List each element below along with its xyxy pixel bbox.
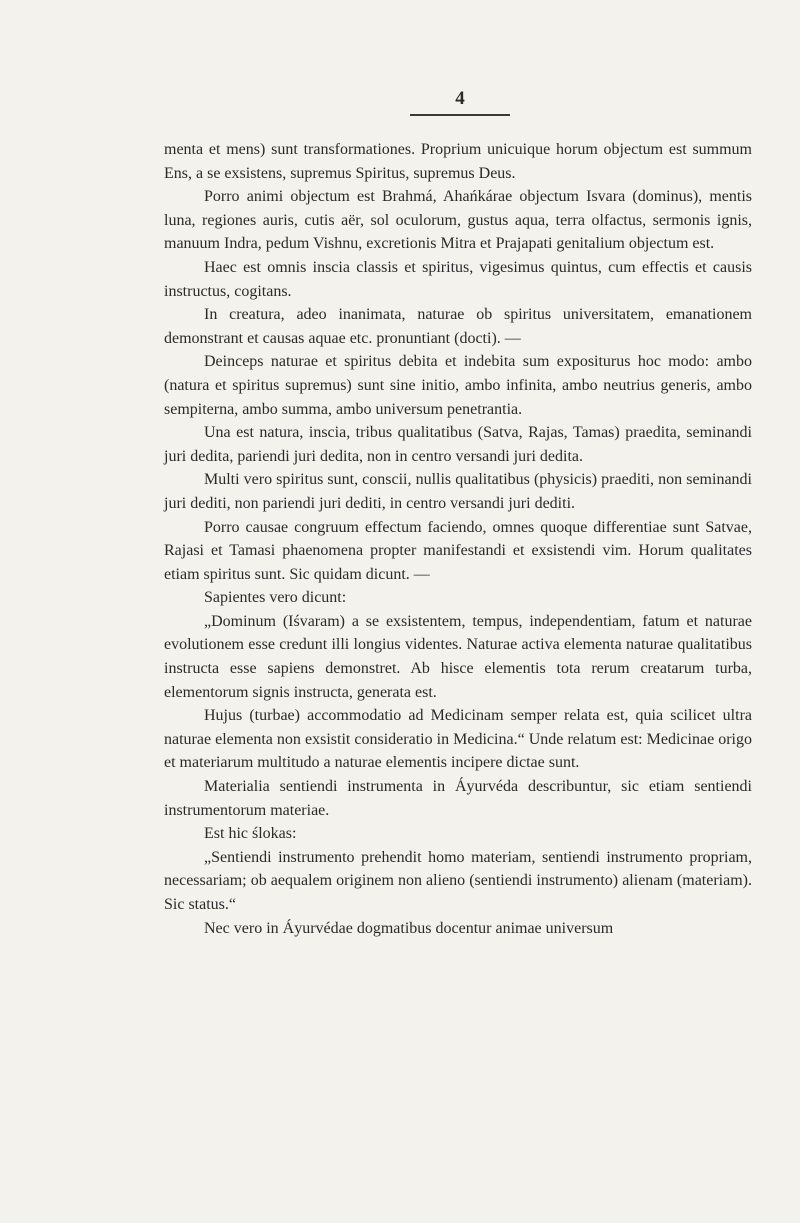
paragraph: „Sentiendi instrumento prehendit homo materiam, sentiendi instrumento propriam, necessariam; ob aequalem originem non alieno (sentiendi instrumento) alienam (materiam). Sic status.“ xyxy=(164,848,752,913)
paragraph: Sapientes vero dicunt: xyxy=(204,589,347,607)
body-text xyxy=(164,138,752,940)
paragraph: „Dominum (Iśvaram) a se exsistentem, tempus, independentiam, fatum et naturae evolutionem esse credunt illi longius videntes. Naturae activa elementa naturae qualitatibus instructa esse sapiens demonstret. Ab hisce elementis tota rerum creatarum turba, elementorum signis instructa, generata est. xyxy=(164,612,752,701)
paragraph: Deinceps naturae et spiritus debita et indebita sum expositurus hoc modo: ambo (natura et spiritus supremus) sunt sine initio, ambo infinita, ambo neutrius generis, ambo sempiterna, ambo summa, ambo universum penetrantia. xyxy=(164,353,752,418)
page-number: 4 xyxy=(455,88,465,109)
paragraph: Nec vero in Áyurvédae dogmatibus docentur animae universum xyxy=(204,919,614,937)
header-rule xyxy=(410,114,510,116)
paragraph: menta et mens) sunt transformationes. Proprium unicuique horum objectum est summum Ens, a se exsistens, supremus Spiritus, supremus Deus. xyxy=(164,141,752,182)
paragraph: Porro causae congruum effectum faciendo, omnes quoque differentiae sunt Satvae, Rajasi et Tamasi phaenomena propter manifestandi et exsistendi vim. Horum qualitates etiam spiritus sunt. Sic quidam dicunt. — xyxy=(164,518,752,583)
paragraph: Hujus (turbae) accommodatio ad Medicinam semper relata est, quia scilicet ultra naturae elementa non exsistit consideratio in Medicina.“ Unde relatum est: Medicinae origo et materiarum multitudo a naturae elementis incipere dictae sunt. xyxy=(164,707,752,772)
paragraph: Est hic ślokas: xyxy=(204,825,297,843)
paragraph: Multi vero spiritus sunt, conscii, nullis qualitatibus (physicis) praediti, non seminandi juri dediti, non pariendi juri dediti, in centro versandi juri dediti. xyxy=(164,471,752,512)
paragraph: Una est natura, inscia, tribus qualitatibus (Satva, Rajas, Tamas) praedita, seminandi juri dedita, pariendi juri dedita, non in centro versandi juri dedita. xyxy=(164,424,752,465)
paragraph: In creatura, adeo inanimata, naturae ob spiritus universitatem, emanationem demonstrant et causas aquae etc. pronuntiant (docti). — xyxy=(164,306,752,347)
paragraph: Materialia sentiendi instrumenta in Áyurvéda describuntur, sic etiam sentiendi instrumentorum materiae. xyxy=(164,778,752,819)
paragraph: Porro animi objectum est Brahmá, Ahańkárae objectum Isvara (dominus), mentis luna, regiones auris, cutis aër, sol oculorum, gustus aqua, terra olfactus, sermonis ignis, manuum Indra, pedum Vishnu, excretionis Mitra et Prajapati genitalium objectum est. xyxy=(164,188,752,253)
paragraph: Haec est omnis inscia classis et spiritus, vigesimus quintus, cum effectis et causis instructus, cogitans. xyxy=(164,258,752,300)
